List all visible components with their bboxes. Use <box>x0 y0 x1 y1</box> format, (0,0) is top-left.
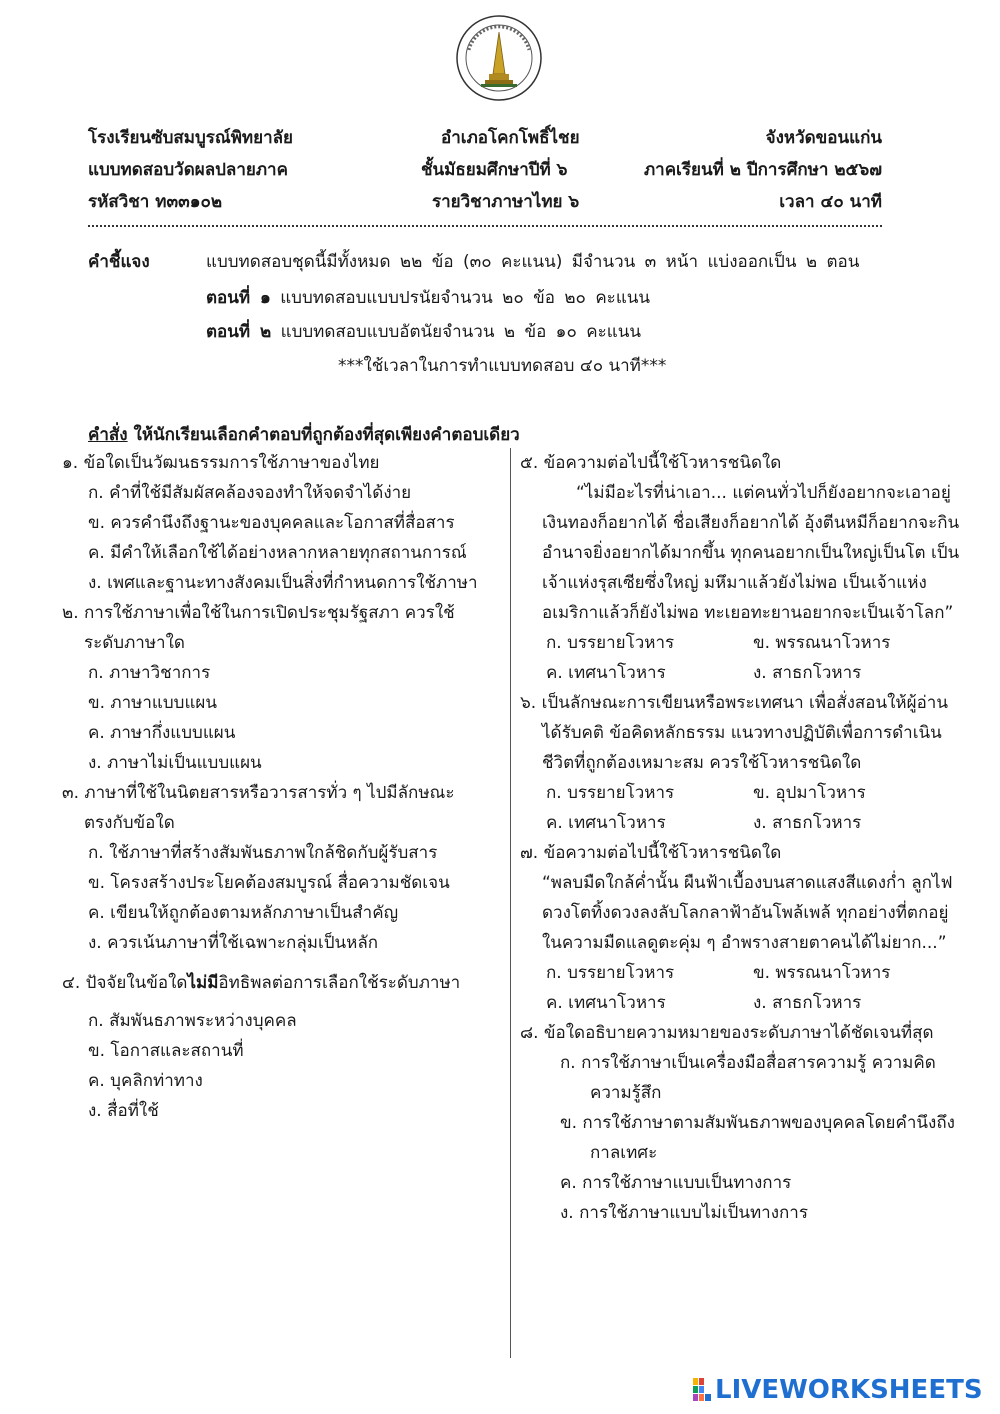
question-7-option-b[interactable]: ข. พรรณนาโวหาร <box>753 963 891 983</box>
header-divider <box>88 225 882 227</box>
question-7-option-a[interactable]: ก. บรรยายโวหาร <box>546 963 675 983</box>
question-6-options-row1 <box>520 778 960 808</box>
district-name: อำเภอโคกโพธิ์ไชย <box>441 128 580 148</box>
question-6-option-d[interactable]: ง. สาธกโวหาร <box>753 813 862 833</box>
question-7-options-row2 <box>520 988 960 1018</box>
question-5-quote-1: “ไม่มีอะไรที่น่าเอา... แต่คนทั่วไปก็ยังอยากจะเอาอยู่ <box>576 483 951 503</box>
semester: ภาคเรียนที่ ๒ ปีการศึกษา ๒๕๖๗ <box>643 160 882 180</box>
instructions-label: คำชี้แจง <box>88 252 150 272</box>
question-5-option-b[interactable]: ข. พรรณนาโวหาร <box>753 633 891 653</box>
question-5-options-row1 <box>520 628 960 658</box>
grade-level: ชั้นมัธยมศึกษาปีที่ ๖ <box>421 160 568 180</box>
command-label: คำสั่ง <box>88 425 128 445</box>
question-4-bold: ไม่มี <box>187 973 219 993</box>
question-6-option-b[interactable]: ข. อุปมาโวหาร <box>753 783 866 803</box>
question-6-text: ๖. เป็นลักษณะการเขียนหรือพระเทศนา เพื่อสั่งสอนให้ผู้อ่าน <box>520 693 948 713</box>
question-7-text: ๗. ข้อความต่อไปนี้ใช้โวหารชนิดใด <box>520 843 782 863</box>
question-8-option-a-cont[interactable]: ความรู้สึก <box>590 1083 662 1103</box>
question-5-text: ๕. ข้อความต่อไปนี้ใช้โวหารชนิดใด <box>520 453 782 473</box>
question-7-options-row1 <box>520 958 960 988</box>
question-5-quote-4: เจ้าแห่งรุสเซียซึ่งใหญ่ มหึมาแล้วยังไม่พอ เป็นเจ้าแห่ง <box>542 573 927 593</box>
instructions-part2 <box>206 318 641 345</box>
question-4-option-b[interactable]: ข. โอกาสและสถานที่ <box>88 1041 244 1061</box>
question-4-option-c[interactable]: ค. บุคลิกท่าทาง <box>88 1071 203 1091</box>
question-6-text-2: ได้รับคติ ข้อคิดหลักธรรม แนวทางปฏิบัติเพื่อการดำเนิน <box>542 723 942 743</box>
question-6-text-3: ชีวิตที่ถูกต้องเหมาะสม ควรใช้โวหารชนิดใด <box>542 753 862 773</box>
liveworksheets-logo-icon <box>693 1378 713 1402</box>
question-5-quote-2: เงินทองก็อยากได้ ชื่อเสียงก็อยากได้ อุ้งตีนหมีก็อยากจะกิน <box>542 513 960 533</box>
question-4-prefix: ๔. ปัจจัยในข้อใด <box>62 973 188 993</box>
command-text: ให้นักเรียนเลือกคำตอบที่ถูกต้องที่สุดเพียงคำตอบเดียว <box>133 425 520 445</box>
left-column <box>62 448 502 958</box>
question-6-option-c[interactable]: ค. เทศนาโวหาร <box>546 813 666 833</box>
question-5-option-d[interactable]: ง. สาธกโวหาร <box>753 663 862 683</box>
question-5-quote-5: อเมริกาแล้วก็ยังไม่พอ ทะเยอทะยานอยากจะเป็นเจ้าโลก” <box>542 603 954 623</box>
part1-label: ตอนที่ ๑ <box>206 288 271 308</box>
exam-type: แบบทดสอบวัดผลปลายภาค <box>88 160 288 180</box>
question-4-suffix: อิทธิพลต่อการเลือกใช้ระดับภาษา <box>218 973 461 993</box>
part2-label: ตอนที่ ๒ <box>206 322 272 342</box>
question-1-option-c[interactable]: ค. มีคำให้เลือกใช้ได้อย่างหลากหลายทุกสถานการณ์ <box>88 543 467 563</box>
question-3-option-c[interactable]: ค. เขียนให้ถูกต้องตามหลักภาษาเป็นสำคัญ <box>88 903 399 923</box>
liveworksheets-text: LIVEWORKSHEETS <box>715 1375 983 1405</box>
question-5-quote-3: อำนาจยิ่งอยากได้มากขึ้น ทุกคนอยากเป็นใหญ่เป็นโต เป็น <box>542 543 960 563</box>
school-seal-icon <box>455 14 543 102</box>
question-7-option-d[interactable]: ง. สาธกโวหาร <box>753 993 862 1013</box>
question-2-option-a[interactable]: ก. ภาษาวิชาการ <box>88 663 211 683</box>
question-3-text: ๓. ภาษาที่ใช้ในนิตยสารหรือวารสารทั่ว ๆ ไปมีลักษณะ <box>62 783 455 803</box>
question-2-option-c[interactable]: ค. ภาษากึ่งแบบแผน <box>88 723 236 743</box>
question-3-option-a[interactable]: ก. ใช้ภาษาที่สร้างสัมพันธภาพใกล้ชิดกับผู้รับสาร <box>88 843 438 863</box>
liveworksheets-watermark <box>693 1376 983 1404</box>
question-5-options-row2 <box>520 658 960 688</box>
right-column <box>520 448 960 1228</box>
question-7-quote-3: ในความมืดแลดูตะคุ่ม ๆ อำพรางสายตาคนได้ไม่ยาก...” <box>542 933 947 953</box>
question-4-option-a[interactable]: ก. สัมพันธภาพระหว่างบุคคล <box>88 1011 297 1031</box>
question-8-option-b-cont[interactable]: กาลเทศะ <box>590 1143 658 1163</box>
question-2-option-d[interactable]: ง. ภาษาไม่เป็นแบบแผน <box>88 753 262 773</box>
question-4-option-d[interactable]: ง. สื่อที่ใช้ <box>88 1101 159 1121</box>
question-6-option-a[interactable]: ก. บรรยายโวหาร <box>546 783 675 803</box>
question-8-option-d[interactable]: ง. การใช้ภาษาแบบไม่เป็นทางการ <box>560 1203 808 1223</box>
instructions-line1: แบบทดสอบชุดนี้มีทั้งหมด ๒๒ ข้อ (๓๐ คะแนน) มีจำนวน ๓ หน้า แบ่งออกเป็น ๒ ตอน <box>206 252 860 272</box>
question-8-text: ๘. ข้อใดอธิบายความหมายของระดับภาษาได้ชัดเจนที่สุด <box>520 1023 934 1043</box>
part2-text: แบบทดสอบแบบอัตนัยจำนวน ๒ ข้อ ๑๐ คะแนน <box>280 322 641 342</box>
course-name: รายวิชาภาษาไทย ๖ <box>432 192 580 212</box>
question-1-text: ๑. ข้อใดเป็นวัฒนธรรมการใช้ภาษาของไทย <box>62 453 380 473</box>
command-line <box>88 421 520 448</box>
question-1-option-d[interactable]: ง. เพศและฐานะทางสังคมเป็นสิ่งที่กำหนดการใช้ภาษา <box>88 573 478 593</box>
instructions-part1 <box>206 284 650 311</box>
question-5-option-c[interactable]: ค. เทศนาโวหาร <box>546 663 666 683</box>
province-name: จังหวัดขอนแก่น <box>765 128 882 148</box>
question-8-option-c[interactable]: ค. การใช้ภาษาแบบเป็นทางการ <box>560 1173 792 1193</box>
course-code: รหัสวิชา ท๓๓๑๐๒ <box>88 192 223 212</box>
question-2-option-b[interactable]: ข. ภาษาแบบแผน <box>88 693 218 713</box>
question-5-option-a[interactable]: ก. บรรยายโวหาร <box>546 633 675 653</box>
question-7-option-c[interactable]: ค. เทศนาโวหาร <box>546 993 666 1013</box>
question-8-option-b[interactable]: ข. การใช้ภาษาตามสัมพันธภาพของบุคคลโดยคำนึงถึง <box>560 1113 955 1133</box>
question-8-option-a[interactable]: ก. การใช้ภาษาเป็นเครื่องมือสื่อสารความรู้ ความคิด <box>560 1053 936 1073</box>
column-divider <box>510 448 511 1358</box>
question-7-quote-1: “พลบมืดใกล้ค่ำนั้น ผืนฟ้าเบื้องบนสาดแสงสีแดงก่ำ ลูกไฟ <box>542 873 953 893</box>
question-4-text <box>62 968 502 998</box>
question-1-option-a[interactable]: ก. คำที่ใช้มีสัมผัสคล้องจองทำให้จดจำได้ง่าย <box>88 483 412 503</box>
question-1-option-b[interactable]: ข. ควรคำนึงถึงฐานะของบุคคลและโอกาสที่สื่อสาร <box>88 513 455 533</box>
question-7-quote-2: ดวงโตทิ้งดวงลงลับโลกลาฟ้าอันโพล้เพล้ ทุกอย่างที่ตกอยู่ <box>542 903 949 923</box>
question-2-text-cont: ระดับภาษาใด <box>84 633 185 653</box>
part1-text: แบบทดสอบแบบปรนัยจำนวน ๒๐ ข้อ ๒๐ คะแนน <box>280 288 651 308</box>
time-note: ***ใช้เวลาในการทำแบบทดสอบ ๔๐ นาที*** <box>338 356 667 376</box>
question-6-options-row2 <box>520 808 960 838</box>
school-name: โรงเรียนซับสมบูรณ์พิทยาลัย <box>88 128 293 148</box>
exam-time: เวลา ๔๐ นาที <box>779 192 882 212</box>
question-4-options <box>62 1006 502 1126</box>
question-3-text-cont: ตรงกับข้อใด <box>84 813 175 833</box>
question-3-option-d[interactable]: ง. ควรเน้นภาษาที่ใช้เฉพาะกลุ่มเป็นหลัก <box>88 933 379 953</box>
question-4 <box>62 968 502 998</box>
question-2-text: ๒. การใช้ภาษาเพื่อใช้ในการเปิดประชุมรัฐสภา ควรใช้ <box>62 603 455 623</box>
question-3-option-b[interactable]: ข. โครงสร้างประโยคต้องสมบูรณ์ สื่อความชัดเจน <box>88 873 450 893</box>
